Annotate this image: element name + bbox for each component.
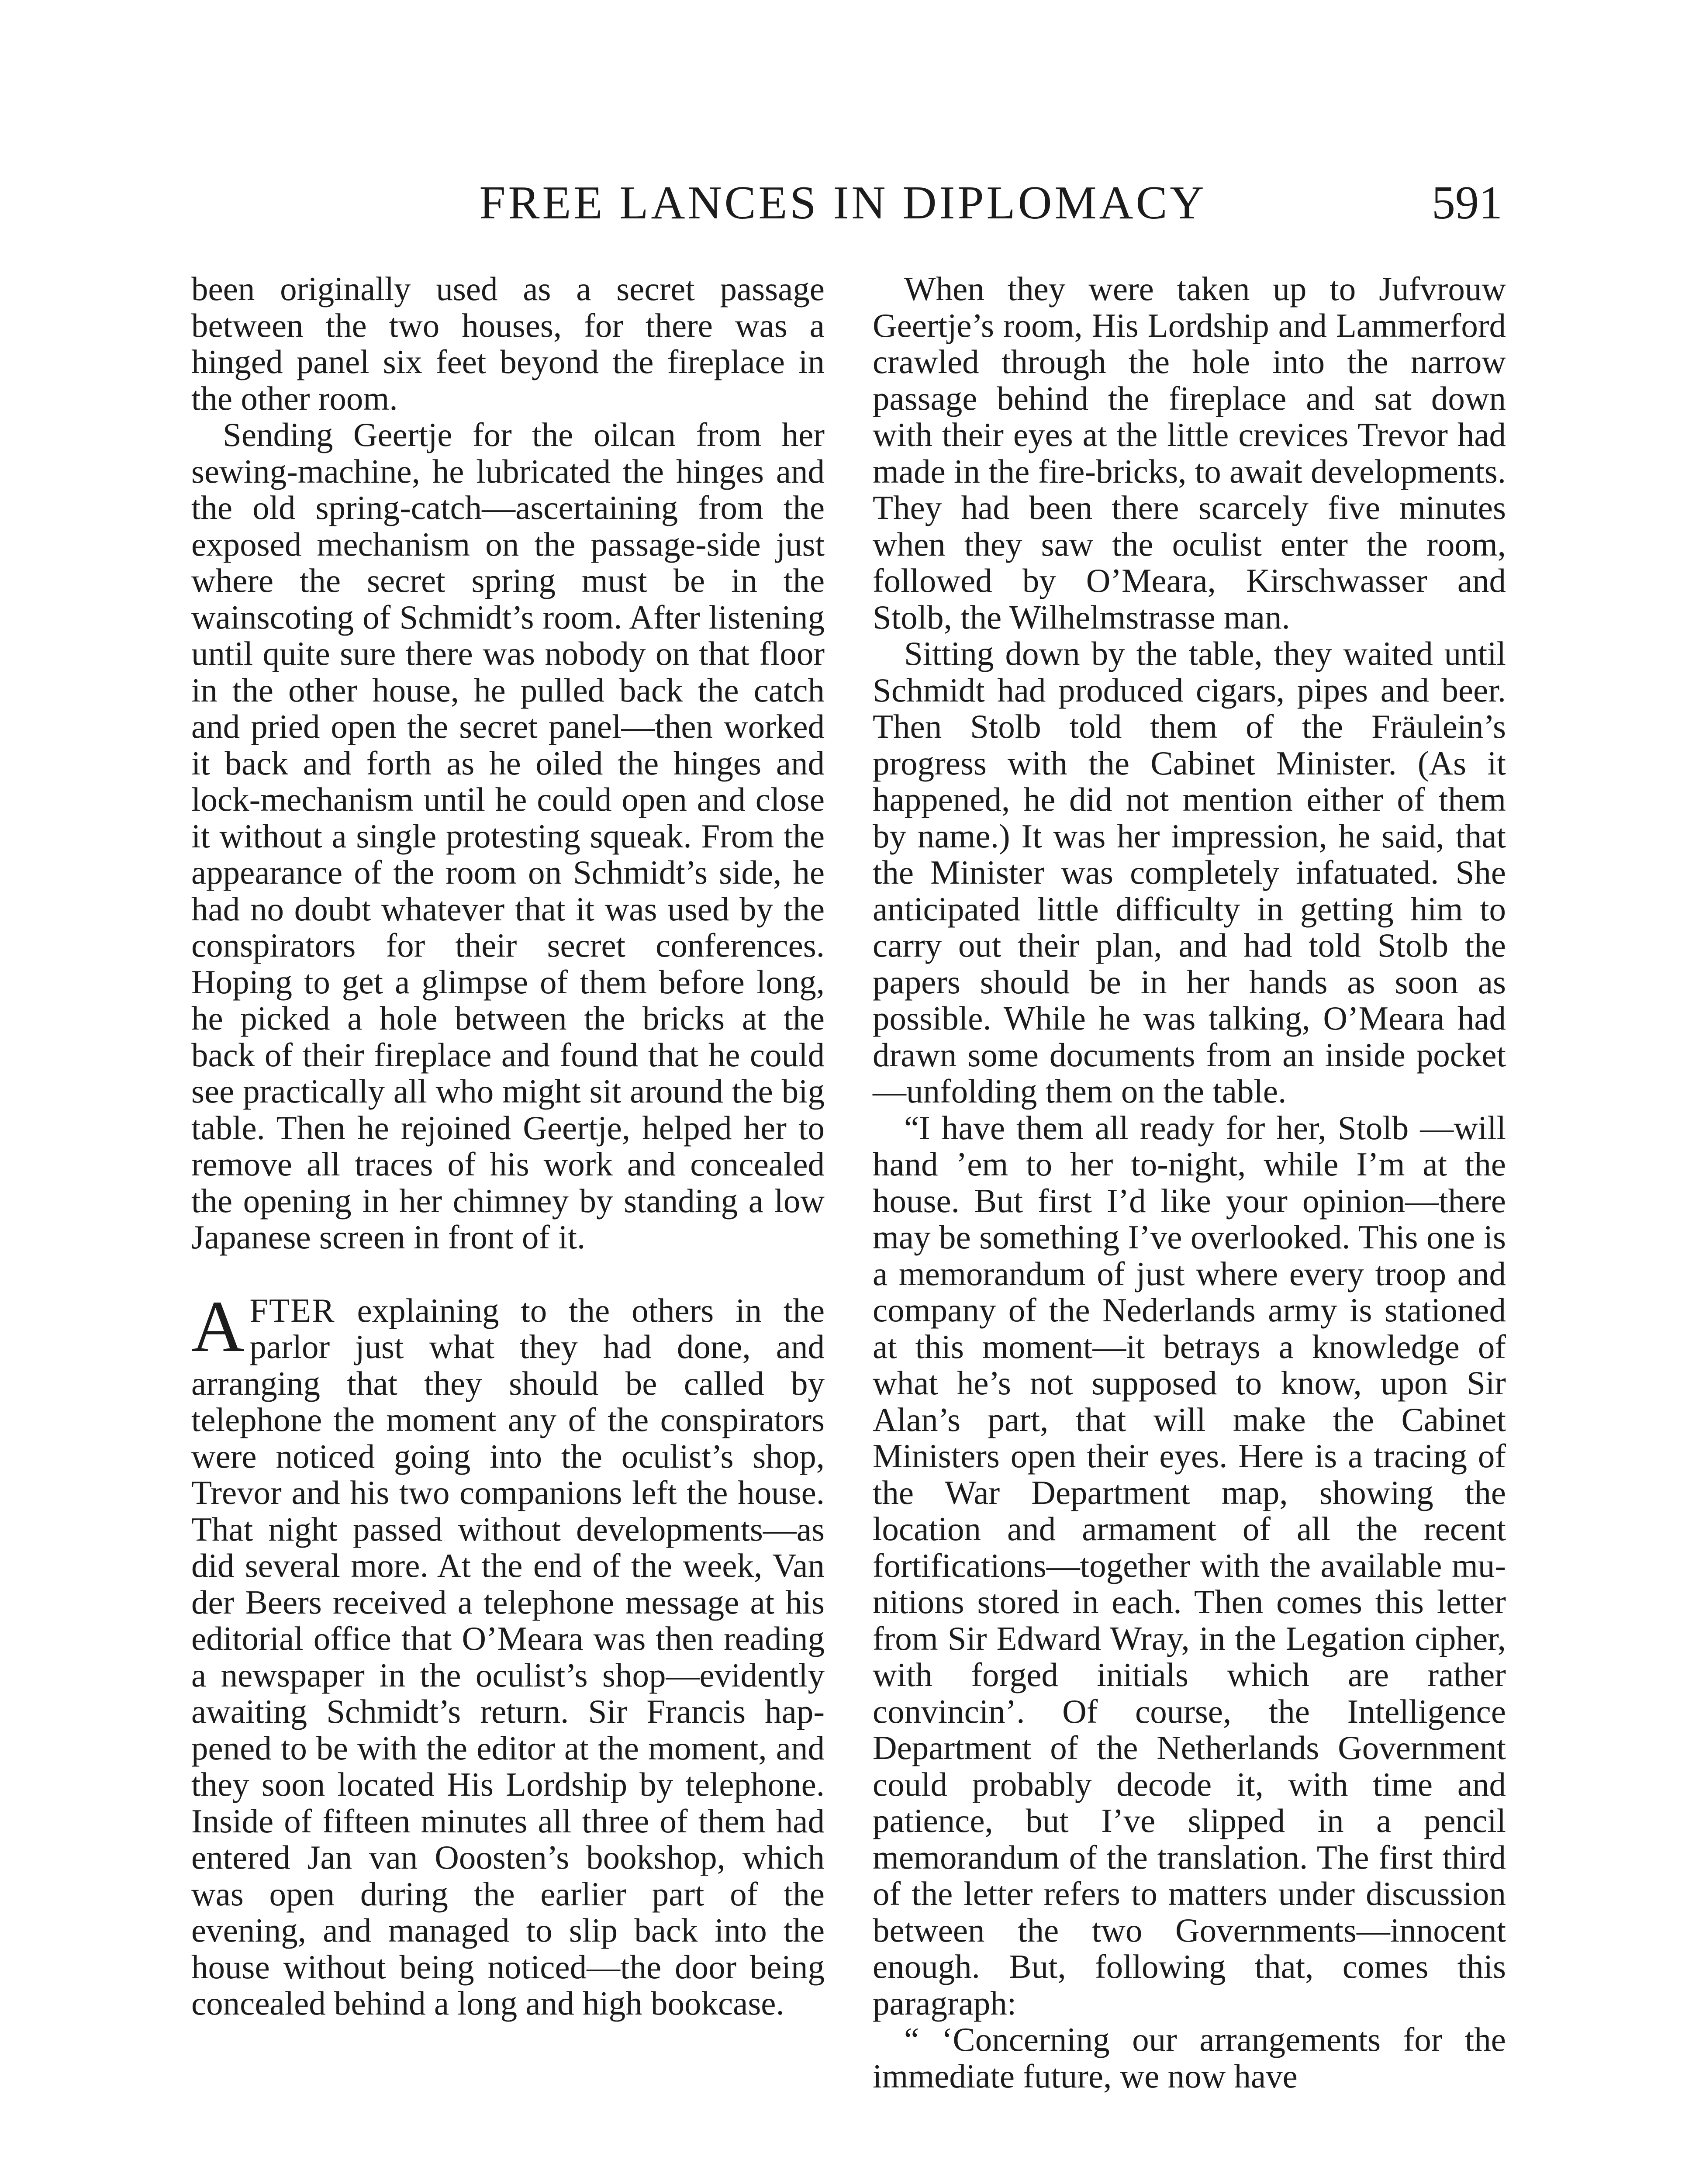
section-start-paragraph (191, 1286, 825, 2022)
paragraph: When they were taken up to Jufvrouw Geertje’s room, His Lordship and Lammerford crawled through the hole into the narrow passage behind the fireplace and sat down with their eyes at the little crevices Trevor had made in the fire-bricks, to await developments. They had been there scarcely five minutes when they saw the oculist enter the room, followed by O’Meara, Kirschwasser and Stolb, the Wilhelmstrasse man. (873, 270, 1506, 636)
paragraph: “ ‘Concerning our arrangements for the immediate future, we now have (873, 2021, 1506, 2095)
small-caps-lead: FTER (249, 1291, 335, 1329)
drop-cap: A (191, 1286, 245, 1367)
paragraph: Sitting down by the table, they waited until Schmidt had produced cigars, pipes and beer. Then Stolb told them of the Fräulein’s progress with the Cabinet Minister. (As it happened, he did not mention either of them by name.) It was her impression, he said, that the Minister was completely infatuated. She anticipated little difficulty in getting him to carry out their plan, and had told Stolb the papers should be in her hands as soon as possible. While he was talking, O’Meara had drawn some documents from an inside pocket—unfolding them on the table. (873, 635, 1506, 1110)
right-column (873, 271, 1506, 2094)
page-number: 591 (1432, 177, 1502, 229)
paragraph: Sending Geertje for the oilcan from her sewing-machine, he lubricated the hinges and the old spring-catch—ascertaining from the exposed mechanism on the passage-side just where the secret spring must be in the wainscoting of Schmidt’s room. After listening until quite sure there was nobody on that floor in the other house, he pulled back the catch and pried open the secret panel—then worked it back and forth as he oiled the hinges and lock-mechanism until he could open and close it without a single protesting squeak. From the appearance of the room on Schmidt’s side, he had no doubt whatever that it was used by the conspirators for their secret conferences. Hoping to get a glimpse of them before long, he picked a hole between the bricks at the back of their fireplace and found that he could see practically all who might sit around the big table. Then he rejoined Geertje, helped her to remove all traces of his work and concealed the opening in her chimney by standing a low Japanese screen in front of it. (191, 416, 825, 1256)
running-header (183, 173, 1502, 234)
running-title: FREE LANCES IN DIPLOMACY (479, 177, 1207, 229)
paragraph-text: explaining to the others in the parlor just what they had done, and arranging that they should be called by telephone the moment any of the conspirators were noticed going into the oculist’s shop, Trevor and his two companions left the house. That night passed without developments—as did several more. At the end of the week, Van der Beers received a telephone message at his editorial office that O’Meara was then reading a newspaper in the oculist’s shop—evidently awaiting Schmidt’s return. Sir Francis happened to be with the editor at the moment, and they soon located His Lordship by telephone. Inside of fifteen minutes all three of them had entered Jan van Ooosten’s bookshop, which was open during the earlier part of the evening, and managed to slip back into the house without being noticed—the door being concealed behind a long and high bookcase. (191, 1291, 825, 2022)
paragraph: been originally used as a secret passage between the two houses, for there was a hinged panel six feet beyond the fireplace in the other room. (191, 270, 825, 417)
left-column (191, 271, 825, 2022)
paragraph: “I have them all ready for her, Stolb —will hand ’em to her to-night, while I’m at the house. But first I’d like your opinion—there may be something I’ve overlooked. This one is a memorandum of just where every troop and company of the Nederlands army is stationed at this moment—it betrays a knowledge of what he’s not supposed to know, upon Sir Alan’s part, that will make the Cabinet Ministers open their eyes. Here is a tracing of the War Department map, showing the location and armament of all the recent fortifications—together with the available munitions stored in each. Then comes this letter from Sir Edward Wray, in the Legation cipher, with forged initials which are rather convincin’. Of course, the Intelligence Department of the Netherlands Government could probably decode it, with time and patience, but I’ve slipped in a pencil memorandum of the translation. The first third of the letter refers to matters under discussion between the two Governments—innocent enough. But, following that, comes this paragraph: (873, 1109, 1506, 2022)
